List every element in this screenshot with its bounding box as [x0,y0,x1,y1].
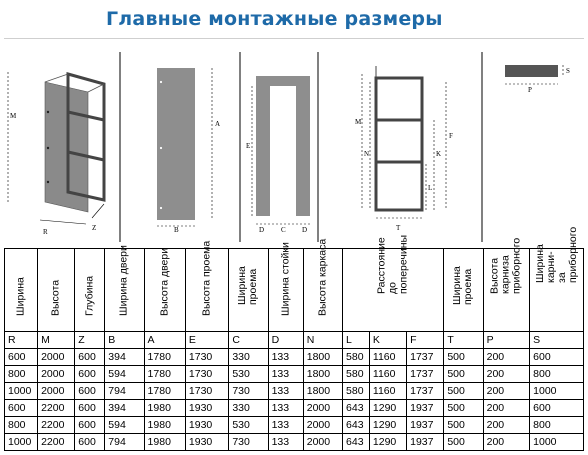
table-cell: 500 [444,366,483,383]
diagram-label-F: F [449,132,453,140]
table-cell: 643 [343,417,370,434]
table-cell: 1937 [407,434,444,451]
diagram-label-S: S [566,67,570,75]
header-text: Высота каркаса [316,238,329,316]
diagram-label-P: P [528,86,532,94]
table-cell: 2000 [303,417,342,434]
table-cell: 1290 [369,434,406,451]
table-cell: 1980 [144,417,185,434]
table-cell: 1000 [5,434,38,451]
table-cell: 1780 [144,366,185,383]
diagram-label-N: N [364,150,370,158]
header-cell [483,237,530,332]
table-cell: 330 [229,400,268,417]
diagram-frame [355,66,453,232]
table-cell: 1930 [185,400,228,417]
diagram-label-D-right: D [302,226,308,234]
letter-cell: N [303,332,342,349]
table-cell: 500 [444,434,483,451]
table-cell: 600 [75,417,105,434]
table-cell: 2000 [38,349,75,366]
mounting-dimensions-table [4,226,584,451]
table-cell: 1930 [185,434,228,451]
header-cell [5,249,38,332]
table-cell: 594 [105,417,144,434]
table-cell: 1800 [303,366,342,383]
table-cell: 200 [483,417,530,434]
table-cell: 730 [229,383,268,400]
table-cell: 1160 [369,383,406,400]
header-cell [530,226,584,332]
table-cell: 1730 [185,383,228,400]
header-cell [144,249,185,332]
letter-cell: E [185,332,228,349]
table-cell: 1737 [407,366,444,383]
table-cell: 1800 [303,349,342,366]
header-text: Высота [49,279,62,316]
table-cell: 500 [444,400,483,417]
diagram-label-T: T [396,224,401,232]
table-cell: 133 [268,383,303,400]
table-cell: 1290 [369,417,406,434]
table-cell: 600 [530,349,584,366]
table-cell: 133 [268,400,303,417]
diagram-label-M: M [10,112,17,120]
table-cell: 600 [75,434,105,451]
table-cell: 1737 [407,349,444,366]
letter-cell: Z [75,332,105,349]
table-cell: 2000 [303,400,342,417]
header-cell [303,238,342,332]
table-cell: 600 [75,400,105,417]
letter-cell: C [229,332,268,349]
table-cell: 530 [229,366,268,383]
header-text: Высота карниза приборного [488,237,523,294]
diagram-cornice [505,65,570,94]
table-cell: 530 [229,417,268,434]
table-cell: 800 [530,366,584,383]
table-cell: 600 [75,383,105,400]
header-cell [229,249,268,332]
header-text: Ширина [14,277,27,316]
diagram-label-L: L [428,184,433,192]
table-cell: 200 [483,383,530,400]
table-cell: 1160 [369,349,406,366]
mounting-diagrams [0,52,588,242]
title-divider [4,38,584,39]
diagram-opening [246,76,310,234]
table-cell: 1980 [144,400,185,417]
diagram-label-R: R [43,228,48,236]
table-cell: 2000 [38,366,75,383]
letter-cell: S [530,332,584,349]
table-cell: 1780 [144,383,185,400]
table-cell: 580 [343,383,370,400]
table-cell: 133 [268,349,303,366]
diagram-label-K: K [436,150,442,158]
table-cell: 1730 [185,366,228,383]
table-cell: 500 [444,349,483,366]
letter-cell: R [5,332,38,349]
table-row [5,349,584,366]
table-cell: 1930 [185,417,228,434]
table-cell: 594 [105,366,144,383]
table-cell: 500 [444,417,483,434]
diagram-label-M: M [355,118,362,126]
diagram-label-Z: Z [92,224,97,232]
table-cell: 800 [530,417,584,434]
table-cell: 2200 [38,434,75,451]
table-cell: 1000 [5,383,38,400]
table-cell: 133 [268,434,303,451]
letter-cell: L [343,332,370,349]
table-cell: 200 [483,366,530,383]
table-row [5,434,584,451]
header-text: Расстояние до поперечины [375,234,410,294]
diagram-rack-3d [8,72,104,236]
header-text: Ширина проема [236,266,260,305]
letter-cell: F [407,332,444,349]
diagram-door [157,68,220,234]
table-cell: 643 [343,434,370,451]
table-cell: 600 [75,349,105,366]
header-cell [105,245,144,332]
table-cell: 133 [268,366,303,383]
diagram-label-D-left: D [259,226,265,234]
letter-row [5,332,584,349]
table-cell: 1730 [185,349,228,366]
table-cell: 1780 [144,349,185,366]
table-cell: 394 [105,349,144,366]
table-cell: 1937 [407,417,444,434]
diagram-label-E: E [246,142,251,150]
table-cell: 730 [229,434,268,451]
table-cell: 200 [483,400,530,417]
header-row [5,249,584,332]
table-row [5,417,584,434]
table-cell: 600 [530,400,584,417]
table-cell: 1800 [303,383,342,400]
header-text: Высота двери [158,247,171,316]
header-text: Ширина стойки [279,242,292,316]
table-cell: 580 [343,349,370,366]
header-cell [343,234,444,332]
diagram-label-B: B [174,226,179,234]
data-rows [5,349,584,451]
header-text: Глубина [83,275,96,316]
table-cell: 600 [5,349,38,366]
table-cell: 2200 [38,400,75,417]
table-cell: 1737 [407,383,444,400]
table-cell: 1937 [407,400,444,417]
table-row [5,366,584,383]
table-cell: 1160 [369,366,406,383]
table-cell: 800 [5,417,38,434]
table-cell: 794 [105,434,144,451]
letter-cell: K [369,332,406,349]
letter-cell: B [105,332,144,349]
header-cell [75,249,105,332]
header-text: Высота проема [200,240,213,316]
table-cell: 2200 [38,417,75,434]
table-cell: 643 [343,400,370,417]
table-cell: 330 [229,349,268,366]
letter-cell: M [38,332,75,349]
table-cell: 600 [75,366,105,383]
table-cell: 2000 [38,383,75,400]
header-text: Ширина проема [451,266,475,305]
header-cell [38,249,75,332]
page-title: Главные монтажные размеры [106,8,443,30]
table-cell: 600 [5,400,38,417]
table-cell: 200 [483,434,530,451]
table-cell: 394 [105,400,144,417]
table-cell: 1290 [369,400,406,417]
table-row [5,383,584,400]
diagram-label-A: A [215,120,221,128]
header-cell [185,240,228,332]
table-cell: 500 [444,383,483,400]
letter-cell: T [444,332,483,349]
header-cell [444,249,483,332]
header-cell [268,242,303,332]
table-cell: 800 [5,366,38,383]
table-row [5,400,584,417]
table-cell: 1000 [530,383,584,400]
table-cell: 133 [268,417,303,434]
header-text: Ширина карни- за приборного [533,226,579,283]
table-cell: 794 [105,383,144,400]
header-text: Ширина двери [117,245,130,316]
table-cell: 1980 [144,434,185,451]
letter-cell: D [268,332,303,349]
table-cell: 2000 [303,434,342,451]
diagram-label-C: C [281,226,286,234]
letter-cell: P [483,332,530,349]
table-cell: 1000 [530,434,584,451]
table-cell: 200 [483,349,530,366]
letter-cell: A [144,332,185,349]
table-cell: 580 [343,366,370,383]
